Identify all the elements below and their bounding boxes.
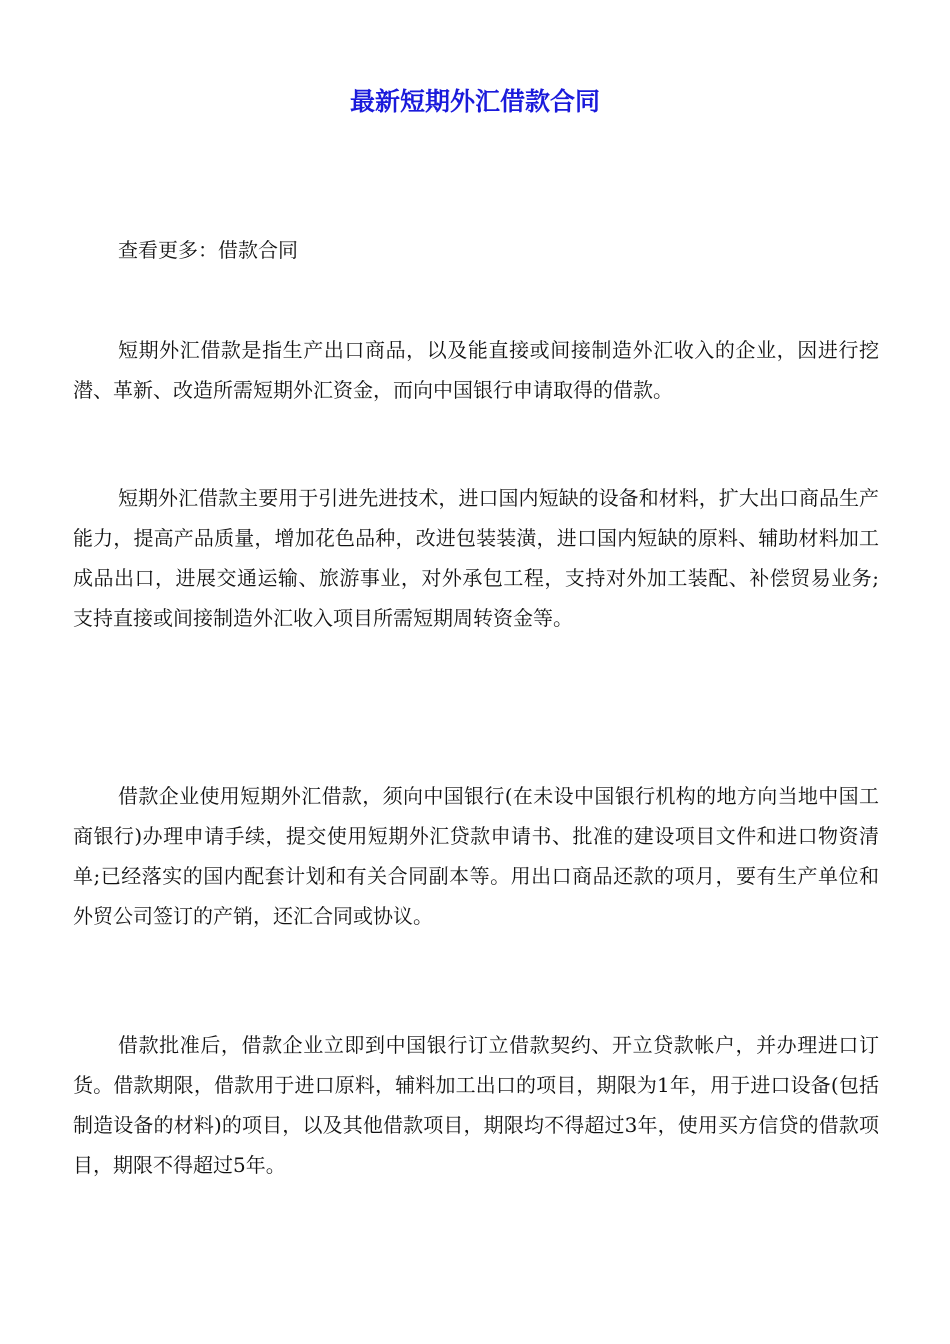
- paragraph-term: 借款批准后，借款企业立即到中国银行订立借款契约、开立贷款帐户，并办理进口订货。借款期限，借款用于进口原料，辅料加工出口的项目，期限为1年，用于进口设备(包括制造设备的材料)的项目，以及其他借款项目，期限均不得超过3年，使用买方信贷的借款项目，期限不得超过5年。: [73, 1033, 879, 1177]
- paragraph-definition: 短期外汇借款是指生产出口商品，以及能直接或间接制造外汇收入的企业，因进行挖潜、革新、改造所需短期外汇资金，而向中国银行申请取得的借款。: [73, 338, 879, 402]
- see-more-label: 查看更多：借款合同: [118, 238, 298, 262]
- paragraph-usage: 短期外汇借款主要用于引进先进技术，进口国内短缺的设备和材料，扩大出口商品生产能力，提高产品质量，增加花色品种，改进包装装潢，进口国内短缺的原料、辅助材料加工成品出口，进展交通运输、旅游事业，对外承包工程，支持对外加工装配、补偿贸易业务;支持直接或间接制造外汇收入项目所需短期周转资金等。: [73, 486, 879, 630]
- document-title: 最新短期外汇借款合同: [349, 87, 600, 116]
- paragraph-application: 借款企业使用短期外汇借款，须向中国银行(在未设中国银行机构的地方向当地中国工商银行)办理申请手续，提交使用短期外汇贷款申请书、批准的建设项目文件和进口物资清单;已经落实的国内配套计划和有关合同副本等。用出口商品还款的项月，要有生产单位和外贸公司签订的产销，还汇合同或协议。: [73, 784, 879, 928]
